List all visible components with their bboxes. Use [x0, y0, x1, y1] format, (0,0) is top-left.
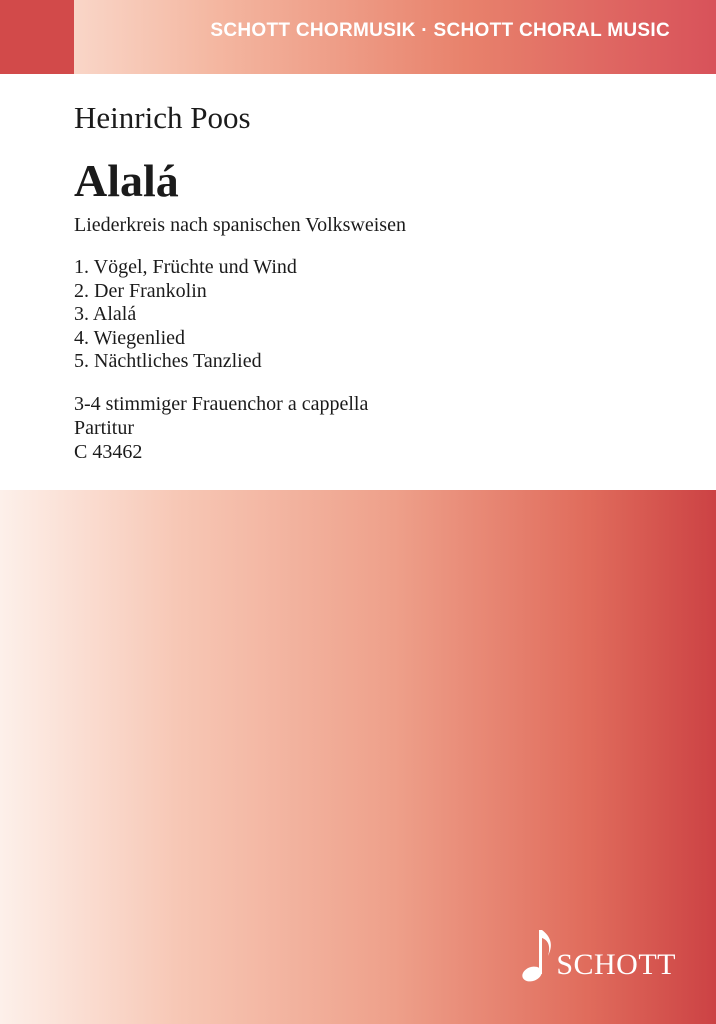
contents-item: 4. Wiegenlied	[74, 326, 186, 349]
contents-list	[74, 256, 674, 374]
publisher-logo	[520, 922, 676, 984]
contents-item: 5. Nächtliches Tanzlied	[74, 350, 262, 372]
work-subtitle: Liederkreis nach spanischen Volksweisen	[74, 214, 406, 236]
composer-name: Heinrich Poos	[74, 100, 251, 135]
work-title: Alalá	[74, 155, 179, 206]
header-accent-block	[0, 0, 74, 74]
edition-number: C 43462	[74, 440, 143, 463]
quaver-note-icon	[520, 922, 554, 984]
series-title: SCHOTT CHORMUSIK · SCHOTT CHORAL MUSIC	[210, 20, 670, 41]
contents-item: 2. Der Frankolin	[74, 279, 207, 302]
contents-item: 1. Vögel, Früchte und Wind	[74, 256, 297, 278]
edition-type: Partitur	[74, 416, 134, 439]
cover-text-block	[74, 96, 674, 464]
voicing-line: 3-4 stimmiger Frauenchor a cappella	[74, 392, 369, 415]
publisher-name: SCHOTT	[556, 948, 676, 981]
decorative-gradient-panel	[0, 490, 716, 1024]
header-bar	[0, 0, 716, 74]
contents-item: 3. Alalá	[74, 303, 137, 325]
